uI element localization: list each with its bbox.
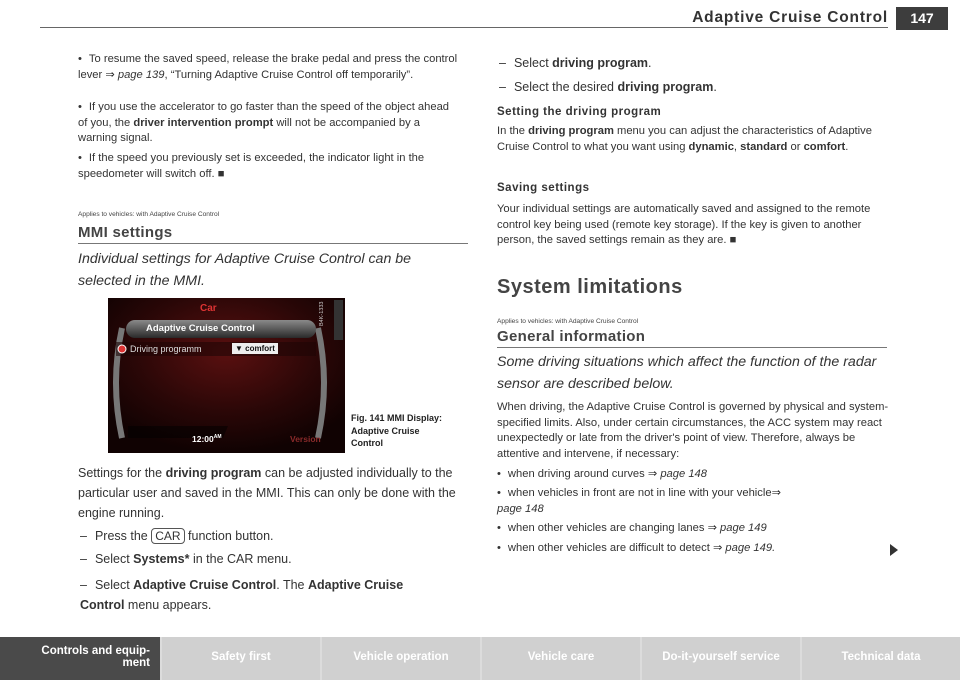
applies-note-right: Applies to vehicles: with Adaptive Cruise Control [497,318,639,325]
general-intro: Some driving situations which affect the function of the radar sensor are described below. [497,354,877,392]
step-select-desired-program: – Select the desired driving program. [499,77,879,97]
mmi-display-figure [108,298,345,453]
tab-safety-first[interactable]: Safety first [162,637,320,680]
section-title-system-limitations: System limitations [497,276,683,298]
general-paragraph: When driving, the Adaptive Cruise Control is governed by physical and system-specified limits. Also, under certain circumstances, the ACC system may react unexpectedly or late from the driver's point of view. Therefore, always be attentive and intervene, if necessary: [497,401,889,460]
section-title-mmi: MMI settings [78,224,173,241]
section-rule-right [497,347,887,348]
menu-item-driving-program[interactable]: Driving programm [130,344,202,354]
menu-header: Adaptive Cruise Control [146,323,255,334]
figure-caption: Fig. 141 MMI Display: Adaptive Cruise Control [351,413,443,448]
section-intro: Individual settings for Adaptive Cruise Control can be selected in the MMI. [78,251,412,289]
header-rule [40,27,888,28]
paragraph-setting-program: In the driving program menu you can adjust the characteristics of Adaptive Cruise Control to what you want using dynamic, standard or comfort. [497,125,872,153]
applies-note: Applies to vehicles: with Adaptive Cruise Control [78,211,220,218]
mmi-screen-art [108,298,345,453]
tab-controls-and-equipment[interactable]: Controls and equip- ment [0,637,160,680]
bullet-speed-exceeded: • If the speed you previously set is exceeded, the indicator light in the speedometer will switch off. ■ [78,151,468,182]
bullet-resume: • To resume the saved speed, release the brake pedal and press the control lever ⇒ page 139, “Turning Adaptive Cruise Control off temporarily”. [78,52,466,83]
settings-paragraph: Settings for the driving program can be adjusted individually to the particular user and saved in the MMI. This can only be done with the engine running. [78,466,456,520]
tab-do-it-yourself-service[interactable]: Do-it-yourself service [642,637,800,680]
screen-title: Car [200,303,217,314]
bullet-changing-lanes: • when other vehicles are changing lanes ⇒ page 149 [497,521,889,537]
tab-vehicle-operation[interactable]: Vehicle operation [322,637,480,680]
step-select-driving-program: – Select driving program. [499,53,879,73]
car-key[interactable]: CAR [151,528,184,544]
menu-value-dropdown[interactable]: ▼ comfort [232,343,278,354]
bullet-accelerator: • If you use the accelerator to go faster than the speed of the object ahead of you, the driver intervention prompt will not be accompanied by a warning signal. [78,100,450,147]
step-select-acc: – Select Adaptive Cruise Control. The Adaptive Cruise Control menu appears. [80,575,450,615]
paragraph-saving-settings: Your individual settings are automatically saved and assigned to the remote control key being used (remote key storage). If the key is given to another person, the saved settings remain as they are. ■ [497,203,871,247]
section-title-general-info: General information [497,328,646,345]
page-ref-link[interactable]: ⇒ page 139 [105,68,165,81]
chapter-tabs [0,637,960,680]
side-code: B4K-1333 [319,301,325,326]
version-label[interactable]: Version [290,434,321,444]
page-ref-link[interactable]: ⇒ page 148 [497,487,781,515]
bullet-curves: • when driving around curves ⇒ page 148 [497,467,889,483]
heading-setting-program: Setting the driving program [497,106,662,118]
section-rule [78,243,468,244]
selection-dot [118,345,126,353]
side-code-strip [334,300,343,340]
tab-vehicle-care[interactable]: Vehicle care [482,637,640,680]
step-select-systems: – Select Systems* in the CAR menu. [80,549,460,569]
page-ref-link[interactable]: ⇒ page 149 [707,522,767,534]
heading-saving-settings: Saving settings [497,182,590,194]
clock: $12:00^{AM}$ [192,434,222,444]
page-ref-link[interactable]: ⇒ page 148 [647,468,707,480]
next-page-arrow-icon[interactable] [890,544,898,556]
bullet-difficult-detect: • when other vehicles are difficult to detect ⇒ page 149. [497,541,889,557]
step-press-car: – Press the CAR function button. [80,526,460,546]
page-header [0,0,960,30]
page-number: 147 [896,7,948,30]
page-ref-link[interactable]: ⇒ page 149. [712,542,776,554]
bullet-not-in-line: • when vehicles in front are not in line with your vehicle⇒ page 148 [497,486,797,517]
header-title: Adaptive Cruise Control [692,9,888,26]
tab-technical-data[interactable]: Technical data [802,637,960,680]
